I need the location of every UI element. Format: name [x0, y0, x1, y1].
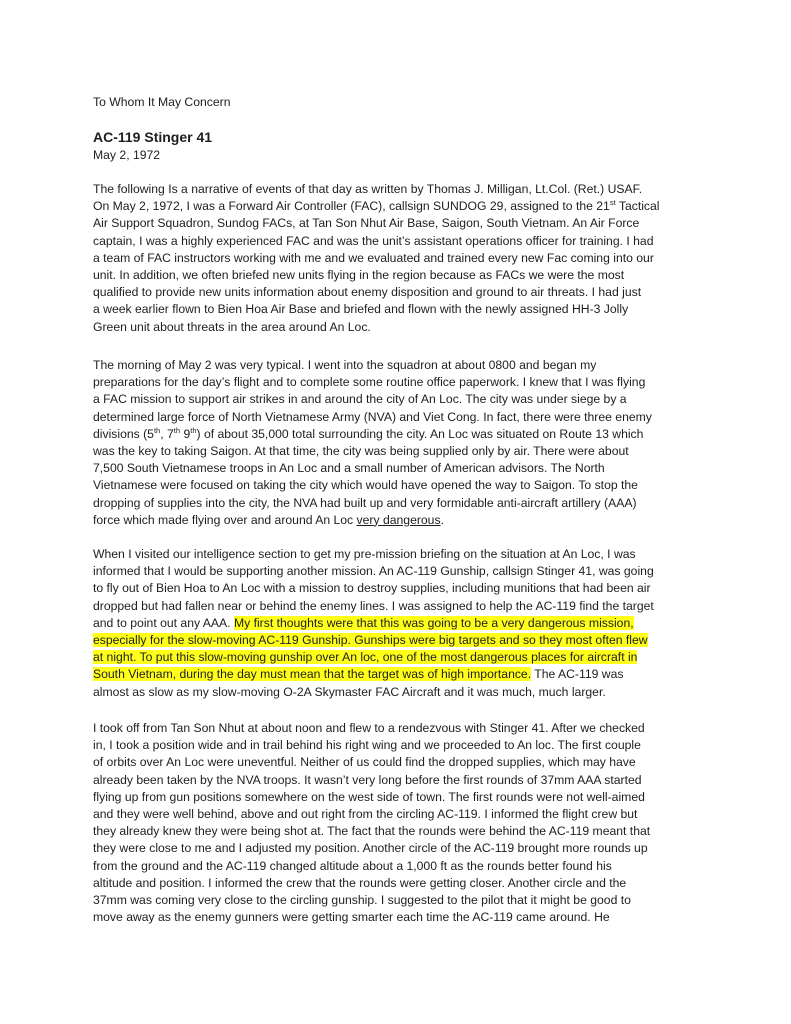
text-segment: move away as the enemy gunners were getting smarter each time the AC-119 came around. He: [93, 910, 610, 925]
text-line: [93, 301, 660, 318]
text-segment: in, I took a position wide and in trail behind his right wing and we proceeded to An loc. The first couple: [93, 738, 641, 753]
text-line: [93, 737, 650, 754]
text-line: [93, 267, 660, 284]
highlighted-text: South Vietnam, during the day must mean that the target was of high importance.: [93, 667, 532, 682]
text-segment: qualified to provide new units information about enemy disposition and ground to air threats. I had just: [93, 285, 642, 300]
text-line: [93, 426, 652, 443]
text-line: [93, 823, 650, 840]
text-line: [93, 598, 654, 615]
text-line: [93, 460, 652, 477]
text-segment: was the key to taking Saigon. At that time, the city was being supplied only by air. There were about: [93, 443, 629, 458]
text-line: [93, 875, 650, 892]
text-line: [93, 319, 660, 336]
text-line: [93, 684, 654, 701]
text-line: [93, 892, 650, 909]
text-line: [93, 666, 654, 683]
text-segment: Vietnamese were focused on taking the city which would have opened the way to Saigon. To stop the: [93, 478, 638, 493]
text-segment: Air Support Squadron, Sundog FACs, at Tan Son Nhut Air Base, Saigon, South Vietnam. An Air Force: [93, 216, 640, 231]
highlighted-text: especially for the slow-moving AC-119 Gunship. Gunships were big targets and so they most often flew: [93, 632, 648, 647]
text-segment: 37mm was coming very close to the circling gunship. I suggested to the pilot that it might be good to: [93, 892, 631, 907]
text-segment: I took off from Tan Son Nhut at about noon and flew to a rendezvous with Stinger 41. After we checked: [93, 721, 645, 735]
text-line: [93, 580, 654, 597]
underlined-text: very dangerous: [356, 512, 441, 527]
text-line: [93, 546, 654, 563]
paragraph-4: [93, 720, 650, 926]
superscript: th: [153, 425, 161, 435]
text-segment: force which made flying over and around An Loc: [93, 512, 357, 527]
text-segment: of orbits over An Loc were uneventful. Neither of us could find the dropped supplies, which may have: [93, 755, 636, 770]
text-line: [93, 250, 660, 267]
text-line: [93, 840, 650, 857]
text-segment: a team of FAC instructors working with me and we evaluated and trained every new Fac coming into our: [93, 250, 654, 265]
text-segment: divisions (5: [93, 426, 154, 441]
text-line: [93, 789, 650, 806]
text-segment: flying up from gun positions somewhere on the west side of town. The first rounds were not well-aimed: [93, 789, 645, 804]
text-line: [93, 357, 652, 374]
text-line: [93, 409, 652, 426]
text-segment: dropped but had fallen near or behind the enemy lines. I was assigned to help the AC-119 find the target: [93, 598, 654, 613]
superscript: th: [173, 425, 181, 435]
text-line: [93, 443, 652, 460]
text-segment: When I visited our intelligence section to get my pre-mission briefing on the situation at An Loc, I was: [93, 547, 636, 561]
text-segment: informed that I would be supporting another mission. An AC-119 Gunship, callsign Stinger 41, was going: [93, 564, 654, 579]
text-segment: 7,500 South Vietnamese troops in An Loc and a small number of American advisors. The North: [93, 461, 605, 476]
text-segment: preparations for the day’s flight and to complete some routine office paperwork. I knew that I was flying: [93, 375, 646, 390]
text-line: [93, 198, 660, 215]
text-line: [93, 181, 660, 198]
text-segment: ) of about 35,000 total surrounding the city. An Loc was situated on Route 13 which: [196, 426, 644, 441]
text-segment: altitude and position. I informed the crew that the rounds were getting closer. Another circle and the: [93, 875, 627, 890]
text-line: [93, 806, 650, 823]
text-segment: The morning of May 2 was very typical. I went into the squadron at about 0800 and began my: [93, 358, 597, 372]
text-segment: a FAC mission to support air strikes in and around the city of An Loc. The city was under siege by a: [93, 392, 627, 407]
text-segment: they already knew they were being shot at. The fact that the rounds were behind the AC-119 meant that: [93, 824, 651, 839]
text-line: [93, 649, 654, 666]
text-line: [93, 284, 660, 301]
text-segment: Green unit about threats in the area around An Loc.: [93, 319, 371, 334]
text-segment: unit. In addition, we often briefed new units flying in the region because as FACs we were the most: [93, 267, 625, 282]
text-segment: to fly out of Bien Hoa to An Loc with a mission to destroy supplies, including munitions that had been air: [93, 581, 651, 596]
superscript: th: [190, 425, 197, 435]
text-segment: and they were well behind, above and out right from the circling AC-119. I informed the flight crew but: [93, 806, 638, 821]
text-segment: Tactical: [615, 199, 660, 214]
text-segment: and to point out any AAA.: [93, 615, 234, 630]
text-segment: dropping of supplies into the city, the NVA had built up and very formidable anti-aircraft artillery (AAA): [93, 495, 637, 510]
text-line: [93, 477, 652, 494]
document-date: May 2, 1972: [93, 148, 161, 162]
text-line: [93, 909, 650, 926]
text-segment: captain, I was a highly experienced FAC and was the unit’s assistant operations officer for training. I had: [93, 233, 654, 248]
text-line: [93, 858, 650, 875]
text-segment: The following Is a narrative of events of that day as written by Thomas J. Milligan, Lt.Col. (Ret.) USAF.: [93, 182, 643, 196]
paragraph-3: [93, 546, 654, 701]
text-line: [93, 374, 652, 391]
salutation: To Whom It May Concern: [93, 95, 231, 109]
text-line: [93, 233, 660, 250]
text-line: [93, 615, 654, 632]
text-segment: almost as slow as my slow-moving O-2A Skymaster FAC Aircraft and it was much, much larger.: [93, 684, 606, 699]
text-segment: from the ground and the AC-119 changed altitude about a 1,000 ft as the rounds better found his: [93, 858, 612, 873]
text-line: [93, 215, 660, 232]
text-segment: , 7: [160, 426, 174, 441]
text-line: [93, 720, 650, 737]
paragraph-1: [93, 181, 660, 336]
document-title: AC-119 Stinger 41: [93, 129, 213, 145]
text-segment: determined large force of North Vietnamese Army (NVA) and Viet Cong. In fact, there were three enemy: [93, 409, 652, 424]
text-segment: they were close to me and I adjusted my position. Another circle of the AC-119 brought more rounds up: [93, 841, 648, 856]
text-line: [93, 391, 652, 408]
text-segment: already been taken by the NVA troops. It wasn’t very long before the first rounds of 37mm AAA started: [93, 772, 642, 787]
text-line: [93, 495, 652, 512]
text-line: [93, 512, 652, 529]
text-segment: .: [440, 512, 444, 527]
text-segment: On May 2, 1972, I was a Forward Air Controller (FAC), callsign SUNDOG 29, assigned to the 21: [93, 199, 610, 214]
highlighted-text: at night. To put this slow-moving gunship over An loc, one of the most dangerous places for aircraft in: [93, 650, 638, 665]
text-line: [93, 754, 650, 771]
text-line: [93, 563, 654, 580]
highlighted-text: My first thoughts were that this was going to be a very dangerous mission,: [233, 615, 634, 630]
text-line: [93, 772, 650, 789]
paragraph-2: [93, 357, 652, 529]
text-line: [93, 632, 654, 649]
text-segment: a week earlier flown to Bien Hoa Air Base and briefed and flown with the newly assigned HH-3 Jolly: [93, 302, 629, 317]
text-segment: 9: [180, 426, 191, 441]
superscript: st: [609, 198, 616, 208]
text-segment: The AC-119 was: [531, 667, 624, 682]
